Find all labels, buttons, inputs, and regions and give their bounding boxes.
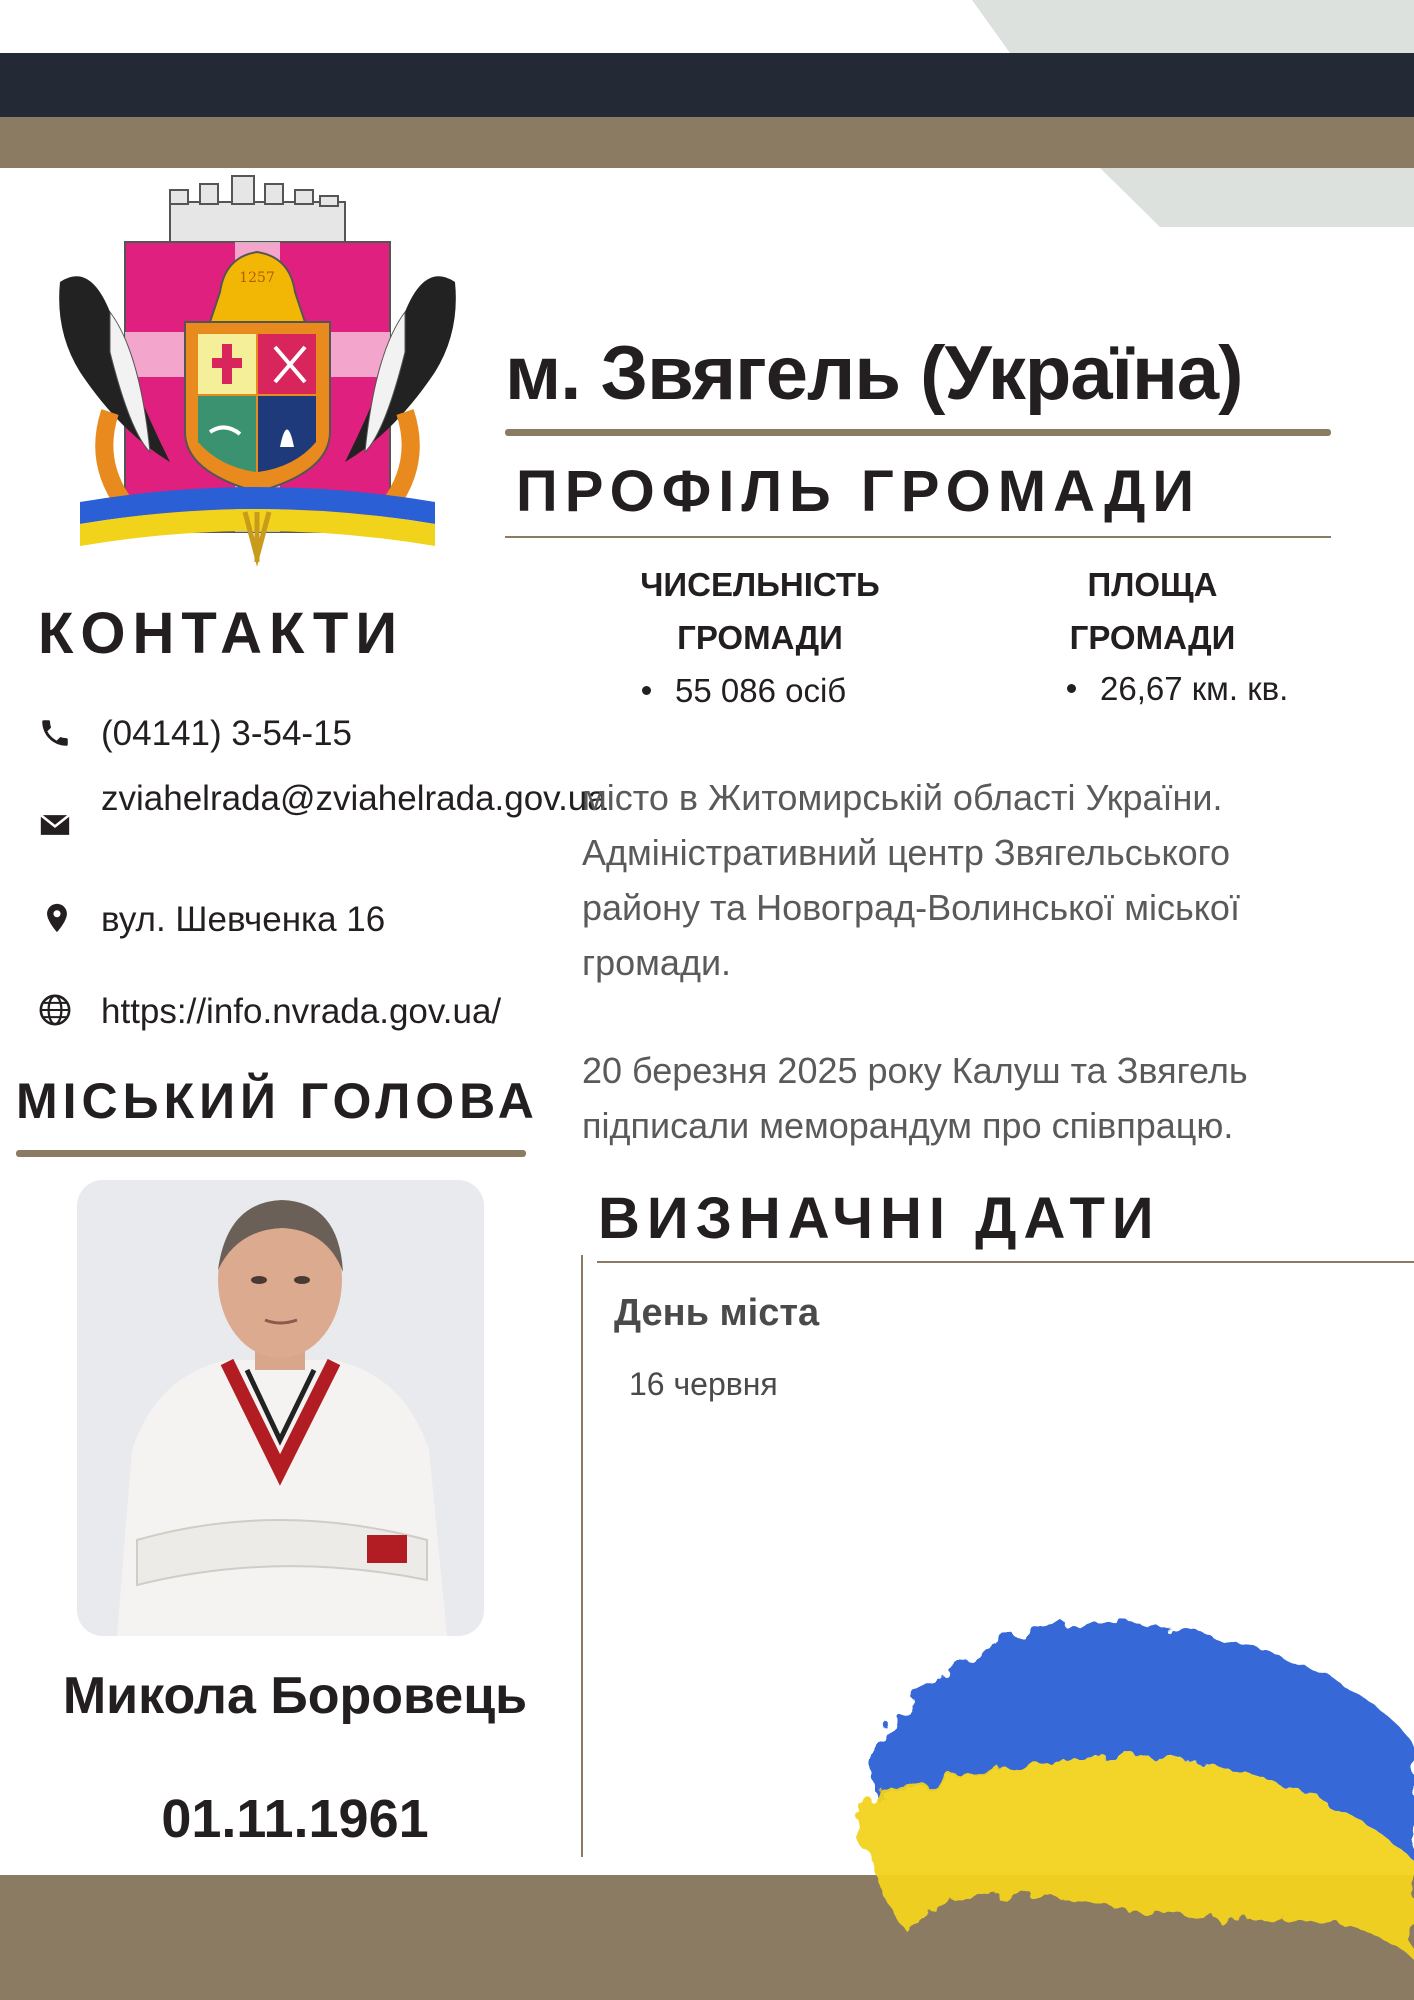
contact-email[interactable]: zviahelrada@zviahelrada.gov.ua: [101, 779, 607, 818]
population-heading: ЧИСЕЛЬНІСТЬ ГРОМАДИ: [640, 566, 880, 656]
location-pin-icon: [40, 901, 74, 935]
city-title: м. Звягель (Україна): [505, 331, 1243, 416]
mayor-photo: [77, 1180, 484, 1636]
ukraine-flag-icon: [815, 1600, 1414, 2000]
population-value: [642, 672, 846, 710]
description-paragraph-1: місто в Житомирській області України. Адміністративний центр Звягельського району та Новоград-Волинської міської громади.: [582, 777, 1240, 983]
description-paragraph-2: 20 березня 2025 року Калуш та Звягель підписали меморандум про співпрацю.: [582, 1050, 1248, 1146]
mayor-birth-date: 01.11.1961: [161, 1789, 429, 1849]
mayor-portrait-icon: [77, 1180, 484, 1636]
header-dark-bar: [0, 53, 1414, 117]
svg-text:1257: 1257: [239, 270, 275, 286]
globe-icon: [38, 993, 72, 1027]
dates-divider: [597, 1261, 1414, 1263]
mayor-name: Микола Боровець: [62, 1667, 528, 1725]
date-event-name: День міста: [614, 1292, 820, 1334]
dates-vertical-line: [581, 1255, 583, 1857]
header-tan-bar: [0, 117, 1414, 168]
date-event-value: 16 червня: [629, 1366, 778, 1402]
population-value-text: 55 086 осіб: [675, 672, 847, 709]
area-heading: ПЛОЩА ГРОМАДИ: [1069, 566, 1236, 656]
area-value: [1067, 670, 1288, 708]
mayor-underline: [16, 1150, 526, 1157]
bullet-icon: [642, 686, 651, 695]
area-value-text: 26,67 км. кв.: [1100, 670, 1289, 707]
contact-address: вул. Шевченка 16: [101, 900, 386, 939]
title-underline: [505, 429, 1331, 436]
contacts-title: КОНТАКТИ: [38, 601, 405, 666]
profile-divider: [505, 536, 1331, 538]
mail-icon: [38, 808, 72, 842]
dates-title: ВИЗНАЧНІ ДАТИ: [598, 1186, 1161, 1251]
mayor-title: МІСЬКИЙ ГОЛОВА: [16, 1073, 539, 1129]
bullet-icon: [1067, 684, 1076, 693]
profile-title: ПРОФІЛЬ ГРОМАДИ: [516, 459, 1202, 524]
coat-of-arms-icon: [50, 172, 465, 582]
city-description: [582, 770, 1352, 1206]
contact-website[interactable]: https://info.nvrada.gov.ua/: [101, 992, 502, 1031]
phone-icon: [38, 716, 72, 750]
contact-phone[interactable]: (04141) 3-54-15: [101, 714, 352, 753]
